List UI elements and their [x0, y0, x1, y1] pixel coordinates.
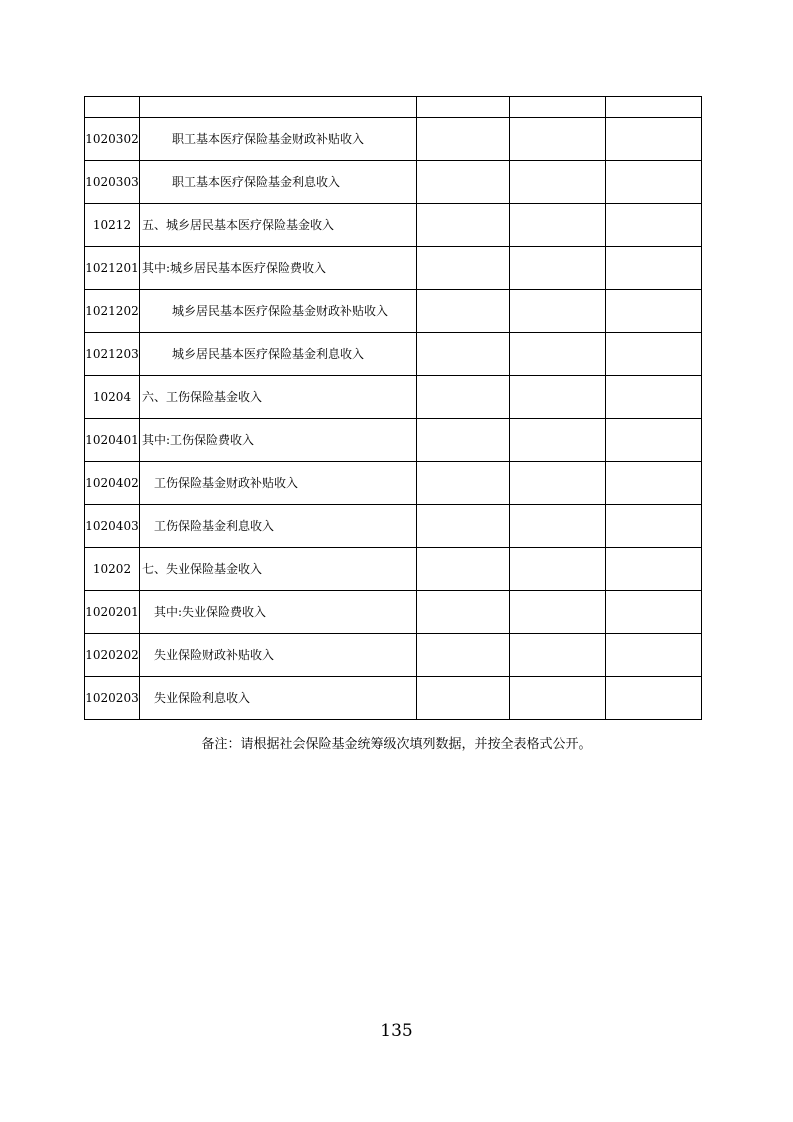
row-value-cell-3	[606, 290, 702, 333]
row-code: 1020402	[85, 462, 140, 505]
row-name: 职工基本医疗保险基金利息收入	[140, 161, 417, 204]
row-value-cell-1	[417, 634, 510, 677]
table-row	[85, 376, 702, 419]
row-value-cell-1	[417, 505, 510, 548]
row-value-cell-2	[510, 419, 606, 462]
row-value-cell-3	[606, 677, 702, 720]
row-value-cell-2	[510, 505, 606, 548]
row-value-cell-3	[606, 118, 702, 161]
row-name: 其中:失业保险费收入	[140, 591, 417, 634]
row-name: 职工基本医疗保险基金财政补贴收入	[140, 118, 417, 161]
row-value-cell-3	[606, 462, 702, 505]
row-value-cell-2	[510, 548, 606, 591]
row-code: 1020303	[85, 161, 140, 204]
row-value-cell-2	[510, 118, 606, 161]
row-code: 10202	[85, 548, 140, 591]
row-code: 1020401	[85, 419, 140, 462]
row-value-cell-1	[417, 376, 510, 419]
row-code: 1020201	[85, 591, 140, 634]
row-value-cell-1	[417, 161, 510, 204]
row-name: 工伤保险基金财政补贴收入	[140, 462, 417, 505]
row-name: 其中:工伤保险费收入	[140, 419, 417, 462]
header-cell-name	[140, 97, 417, 118]
table-row	[85, 505, 702, 548]
row-value-cell-1	[417, 591, 510, 634]
table-row	[85, 677, 702, 720]
row-name: 其中:城乡居民基本医疗保险费收入	[140, 247, 417, 290]
table-row	[85, 204, 702, 247]
row-name: 失业保险利息收入	[140, 677, 417, 720]
row-code: 1021201	[85, 247, 140, 290]
row-value-cell-1	[417, 333, 510, 376]
table-body	[85, 97, 702, 720]
table-row	[85, 634, 702, 677]
row-value-cell-1	[417, 204, 510, 247]
row-value-cell-3	[606, 333, 702, 376]
row-value-cell-2	[510, 333, 606, 376]
table-row	[85, 247, 702, 290]
row-value-cell-1	[417, 290, 510, 333]
table-row	[85, 290, 702, 333]
row-name: 五、城乡居民基本医疗保险基金收入	[140, 204, 417, 247]
row-value-cell-3	[606, 161, 702, 204]
row-name: 工伤保险基金利息收入	[140, 505, 417, 548]
table-row	[85, 161, 702, 204]
table-row	[85, 548, 702, 591]
row-value-cell-3	[606, 376, 702, 419]
row-value-cell-1	[417, 677, 510, 720]
row-value-cell-3	[606, 247, 702, 290]
row-code: 1020302	[85, 118, 140, 161]
row-value-cell-3	[606, 591, 702, 634]
row-code: 1021203	[85, 333, 140, 376]
header-row	[85, 97, 702, 118]
header-cell-2	[510, 97, 606, 118]
row-value-cell-3	[606, 548, 702, 591]
row-name: 失业保险财政补贴收入	[140, 634, 417, 677]
row-code: 10212	[85, 204, 140, 247]
table-row	[85, 419, 702, 462]
row-value-cell-1	[417, 419, 510, 462]
table-row	[85, 591, 702, 634]
row-value-cell-2	[510, 290, 606, 333]
row-code: 1020203	[85, 677, 140, 720]
table-row	[85, 118, 702, 161]
header-cell-code	[85, 97, 140, 118]
table	[84, 96, 702, 720]
row-value-cell-3	[606, 634, 702, 677]
page-number: 135	[380, 1021, 413, 1041]
row-value-cell-2	[510, 161, 606, 204]
row-value-cell-1	[417, 462, 510, 505]
row-name: 七、失业保险基金收入	[140, 548, 417, 591]
row-name: 六、工伤保险基金收入	[140, 376, 417, 419]
fund-income-table	[84, 96, 701, 720]
row-code: 1020202	[85, 634, 140, 677]
row-code: 1021202	[85, 290, 140, 333]
footnote: 备注：请根据社会保险基金统筹级次填列数据，并按全表格式公开。	[201, 737, 592, 752]
row-value-cell-2	[510, 204, 606, 247]
row-value-cell-2	[510, 677, 606, 720]
table-row	[85, 333, 702, 376]
row-value-cell-3	[606, 419, 702, 462]
row-value-cell-2	[510, 591, 606, 634]
row-value-cell-1	[417, 548, 510, 591]
row-value-cell-2	[510, 376, 606, 419]
row-value-cell-2	[510, 634, 606, 677]
header-cell-1	[417, 97, 510, 118]
row-value-cell-2	[510, 247, 606, 290]
row-value-cell-2	[510, 462, 606, 505]
row-value-cell-1	[417, 247, 510, 290]
row-name: 城乡居民基本医疗保险基金财政补贴收入	[140, 290, 417, 333]
row-value-cell-3	[606, 505, 702, 548]
header-cell-3	[606, 97, 702, 118]
row-name: 城乡居民基本医疗保险基金利息收入	[140, 333, 417, 376]
row-value-cell-3	[606, 204, 702, 247]
row-value-cell-1	[417, 118, 510, 161]
row-code: 1020403	[85, 505, 140, 548]
table-row	[85, 462, 702, 505]
row-code: 10204	[85, 376, 140, 419]
